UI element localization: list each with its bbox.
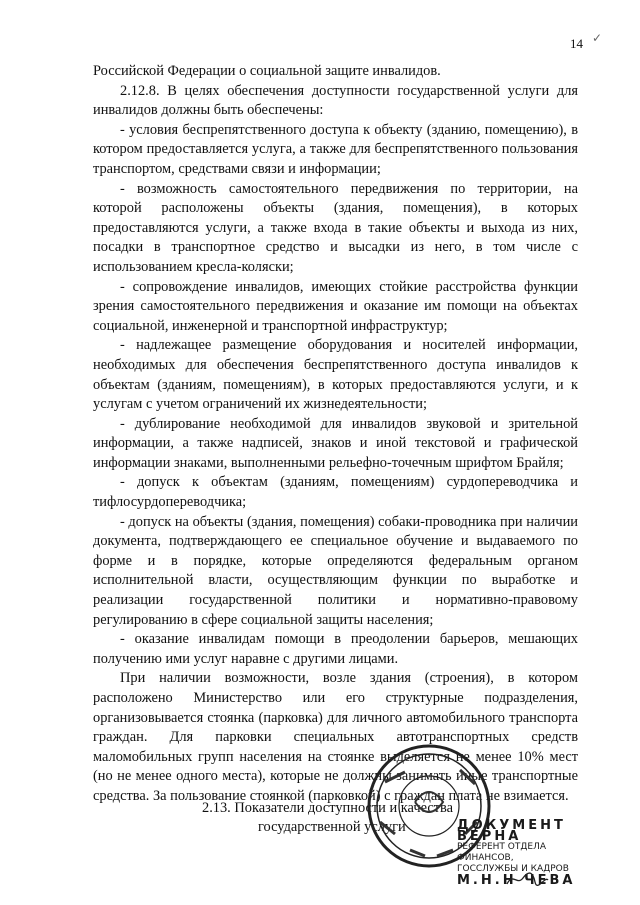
paragraph: При наличии возможности, возле здания (строения), в котором расположено Министерство или его структурные подразделения, организовывается стоянка (парковка) для личного автомобильного транспорта граждан. Для парковки специальных автотранспортных средств маломобильных групп населения на стоянке выделяется не менее 10% мест (но не менее одного места), которые не должны занимать иные транспортные средства. За пользование стоянкой (парковкой) с граждан плата не взимается. <box>93 670 578 804</box>
section-heading-line2: государственной услуги <box>258 819 406 835</box>
stamp-department: ГОССЛУЖБЫ И КАДРОВ <box>457 864 569 874</box>
corner-mark: ✓ <box>591 31 602 45</box>
stamp-position: РЕФЕРЕНТ ОТДЕЛА ФИНАНСОВ, <box>457 842 547 863</box>
document-body <box>93 62 578 807</box>
list-item: - сопровождение инвалидов, имеющих стойкие расстройства функции зрения самостоятельного передвижения и оказание им помощи на объектах социальной, инженерной и транспортной инфраструктур; <box>93 278 578 334</box>
list-item: - условия беспрепятственного доступа к объекту (зданию, помещению), в котором предоставляется услуга, а также для беспрепятственного пользования транспортом, средствами связи и информации; <box>93 121 578 177</box>
page-number: 14 <box>570 36 583 51</box>
signature-icon <box>505 870 550 888</box>
list-item: - оказание инвалидам помощи в преодолении барьеров, мешающих получению ими услуг наравне с другими лицами. <box>93 631 578 667</box>
list-item: - дублирование необходимой для инвалидов звуковой и зрительной информации, а также надписей, знаков и иной текстовой и графической информации знаками, выполненными рельефно-точечным шрифтом Брайля; <box>93 415 578 471</box>
list-item: - допуск к объектам (зданиям, помещениям) сурдопереводчика и тифлосурдопереводчика; <box>93 474 578 511</box>
paragraph: 2.12.8. В целях обеспечения доступности государственной услуги для инвалидов должны быть обеспечены: <box>93 82 578 119</box>
list-item: - допуск на объекты (здания, помещения) собаки-проводника при наличии документа, подтверждающего ее специальное обучение и выдаваемого по форме и в порядке, которые определяются федеральным органом исполнительной власти, осуществляющим функции по выработке и реализации государственной политики и нормативно-правовому регулированию в сфере социальной защиты населения; <box>93 513 578 628</box>
list-item: - надлежащее размещение оборудования и носителей информации, необходимых для обеспечения беспрепятственного доступа инвалидов к объектам (зданиям, помещениям), в которых предоставляются услуги, и к услугам с учетом ограничений их жизнедеятельности; <box>93 337 578 413</box>
list-item: - возможность самостоятельного передвижения по территории, на которой расположены объекты (здания, помещения), в которых предоставляются услуги, а также входа в такие объекты и выхода из них, посадки в транспортное средство и высадки из него, в том числе с использованием кресла-коляски; <box>93 180 578 275</box>
paragraph: Российской Федерации о социальной защите инвалидов. <box>93 63 441 79</box>
section-heading-line1: 2.13. Показатели доступности и качества <box>202 800 454 816</box>
stamp-name: М.Н.Н ЧЕВА <box>457 873 576 888</box>
stamp-title: ДОКУМЕНТ ВЕРНА <box>457 818 566 844</box>
